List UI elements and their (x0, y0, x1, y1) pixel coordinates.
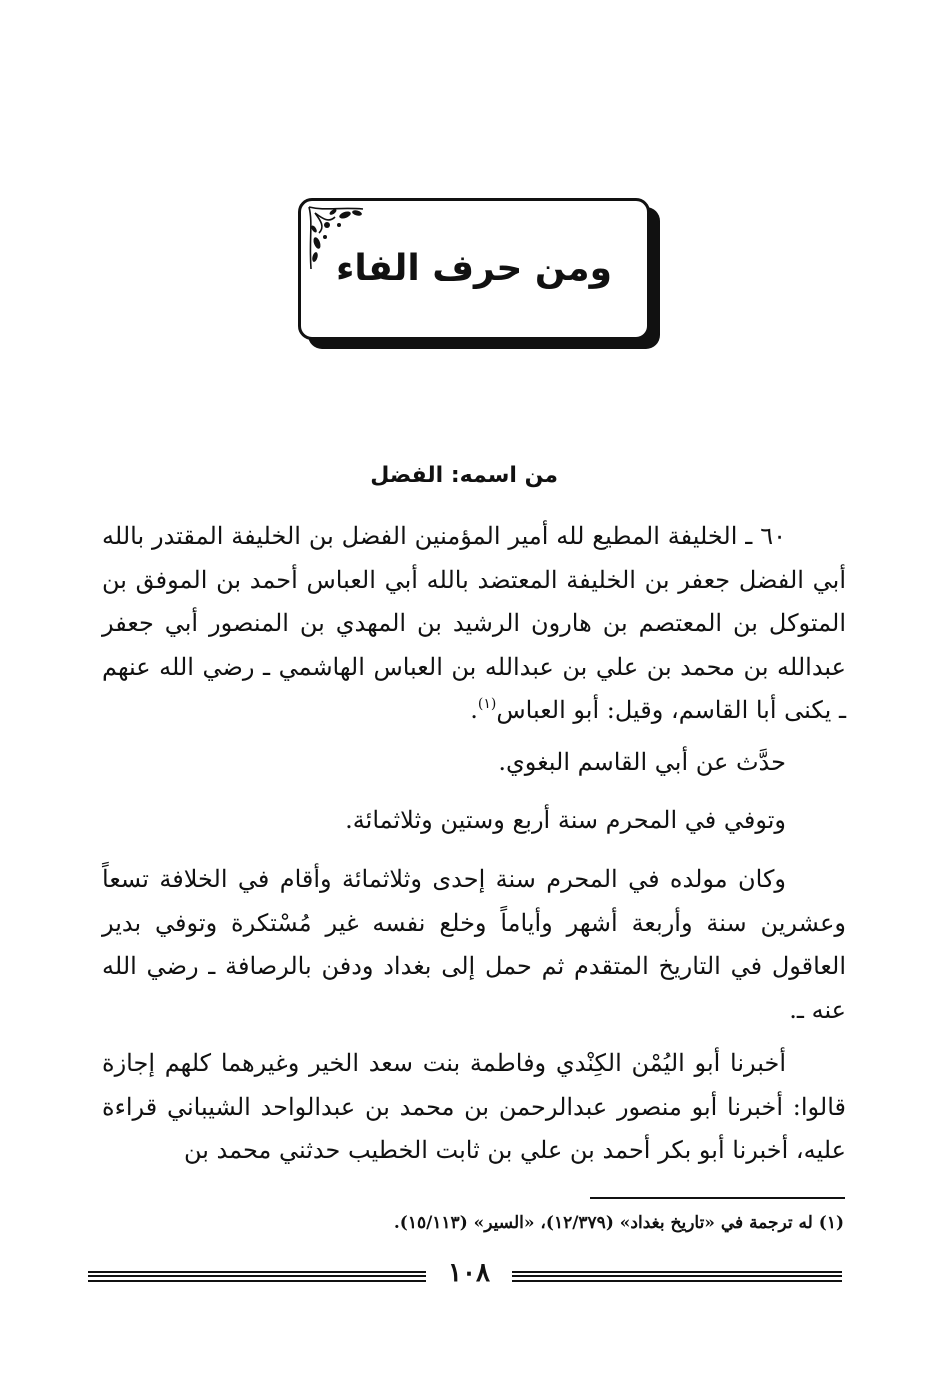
entry-number: ٦٠ ـ (745, 522, 786, 550)
chapter-title: ومن حرف الفاء (336, 248, 612, 289)
chapter-title-frame (298, 198, 650, 340)
page-number: ١٠٨ (448, 1258, 490, 1288)
entry-text: الخليفة المطيع لله أمير المؤمنين الفضل بن الخليفة المقتدر بالله أبي الفضل جعفر بن الخليفة المعتضد بالله أبي العباس أحمد بن الموفق بن المتوكل بن المعتصم بن هارون الرشيد بن المهدي بن المنصور أبي جعفر عبدالله بن محمد بن علي بن عبدالله بن العباس الهاشمي ـ رضي الله عنهم ـ يكنى أبا القاسم، وقيل: أبو العباس (102, 522, 846, 725)
footer-rule-right (512, 1271, 842, 1282)
footnote-separator (590, 1197, 845, 1199)
entry-end-mark: . (470, 696, 478, 725)
isnad-paragraph: أخبرنا أبو اليُمْن الكِنْدي وفاطمة بنت سعد الخير وغيرهما كلهم إجازة قالوا: أخبرنا أبو منصور عبدالرحمن بن محمد بن عبدالواحد الشيباني قراءة عليه، أخبرنا أبو بكر أحمد بن علي بن ثابت الخطيب حدثني محمد بن (102, 1049, 846, 1165)
footnote-reference: (١) (477, 696, 497, 713)
section-heading: من اسمه: الفضل (370, 463, 558, 488)
footer-rule-left (88, 1271, 426, 1282)
footnote: (١) له ترجمة في «تاريخ بغداد» (١٢/٣٧٩)، «السير» (١٥/١١٣). (393, 1213, 844, 1233)
birth-paragraph: وكان مولده في المحرم سنة إحدى وثلاثمائة وأقام في الخلافة تسعاً وعشرين سنة وأربعة أشهر وأياماً وخلع نفسه غير مُسْتكرة وتوفي بدير العاقول في التاريخ المتقدم ثم حمل إلى بغداد ودفن بالرصافة ـ رضي الله عنه ـ. (102, 865, 846, 1024)
narration-paragraph: حدَّث عن أبي القاسم البغوي. (498, 748, 786, 776)
entry-paragraph (102, 515, 846, 733)
death-paragraph: وتوفي في المحرم سنة أربع وستين وثلاثمائة. (345, 806, 786, 834)
